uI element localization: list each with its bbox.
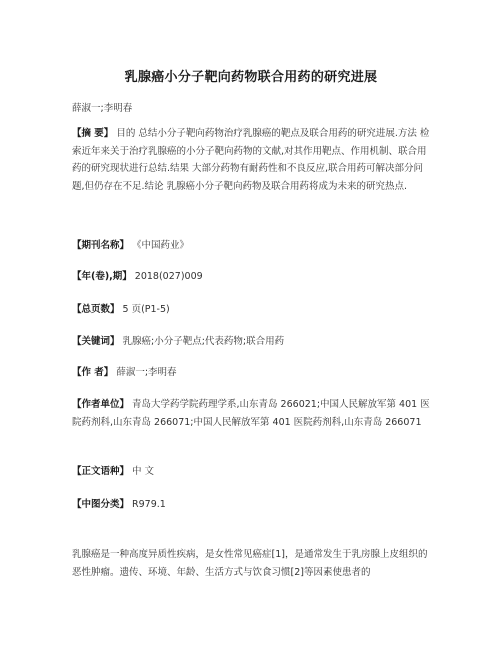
affiliation-field — [72, 396, 434, 431]
author-value: 薛淑一;李明春 — [116, 367, 177, 378]
abstract-section — [72, 125, 434, 195]
year-value: 2018(027)009 — [134, 271, 203, 282]
abstract-label: 【摘 要】 — [72, 128, 114, 139]
classification-label: 【中图分类】 — [72, 499, 130, 510]
abstract-text: 目的 总结小分子靶向药物治疗乳腺癌的靶点及联合用药的研究进展.方法 检索近年来关于治疗乳腺癌的小分子靶向药物的文献,对其作用靶点、作用机制、联合用药的研究现状进行总结.结果 大部分药物有耐药性和不良反应,联合用药可解决部分问题,但仍存在不足.结论 乳腺癌小分子靶向药物及联合用药将成为未来的研究热点. — [72, 128, 430, 192]
affiliation-label: 【作者单位】 — [72, 399, 130, 410]
language-field — [72, 463, 434, 481]
keywords-label: 【关键词】 — [72, 336, 120, 347]
journal-value: 《中国药业》 — [132, 240, 190, 251]
language-value: 中 文 — [132, 466, 155, 477]
keywords-value: 乳腺癌;小分子靶点;代表药物;联合用药 — [122, 336, 285, 347]
year-field — [72, 268, 434, 286]
body-paragraph: 乳腺癌是一种高度异质性疾病，是女性常见癌症[1]，是通常发生于乳房腺上皮组织的恶性肿瘤。遗传、环境、年龄、生活方式与饮食习惯[2]等因素使患者的 — [72, 549, 428, 578]
pages-field — [72, 301, 434, 319]
journal-field — [72, 237, 434, 255]
journal-label: 【期刊名称】 — [72, 240, 130, 251]
author-field — [72, 364, 434, 382]
pages-label: 【总页数】 — [72, 304, 120, 315]
classification-field — [72, 496, 434, 514]
keywords-field — [72, 333, 434, 351]
affiliation-value: 青岛大学药学院药理学系,山东青岛 266021;中国人民解放军第 401 医院药剂科,山东青岛 266071;中国人民解放军第 401 医院药剂科,山东青岛 266071 — [72, 399, 430, 428]
classification-value: R979.1 — [132, 499, 166, 510]
year-label: 【年(卷),期】 — [72, 271, 132, 282]
language-label: 【正文语种】 — [72, 466, 130, 477]
paper-title: 乳腺癌小分子靶向药物联合用药的研究进展 — [124, 70, 378, 85]
paper-authors: 薛淑一;李明春 — [72, 103, 133, 114]
author-label: 【作 者】 — [72, 367, 114, 378]
pages-value: 5 页(P1-5) — [122, 304, 170, 315]
